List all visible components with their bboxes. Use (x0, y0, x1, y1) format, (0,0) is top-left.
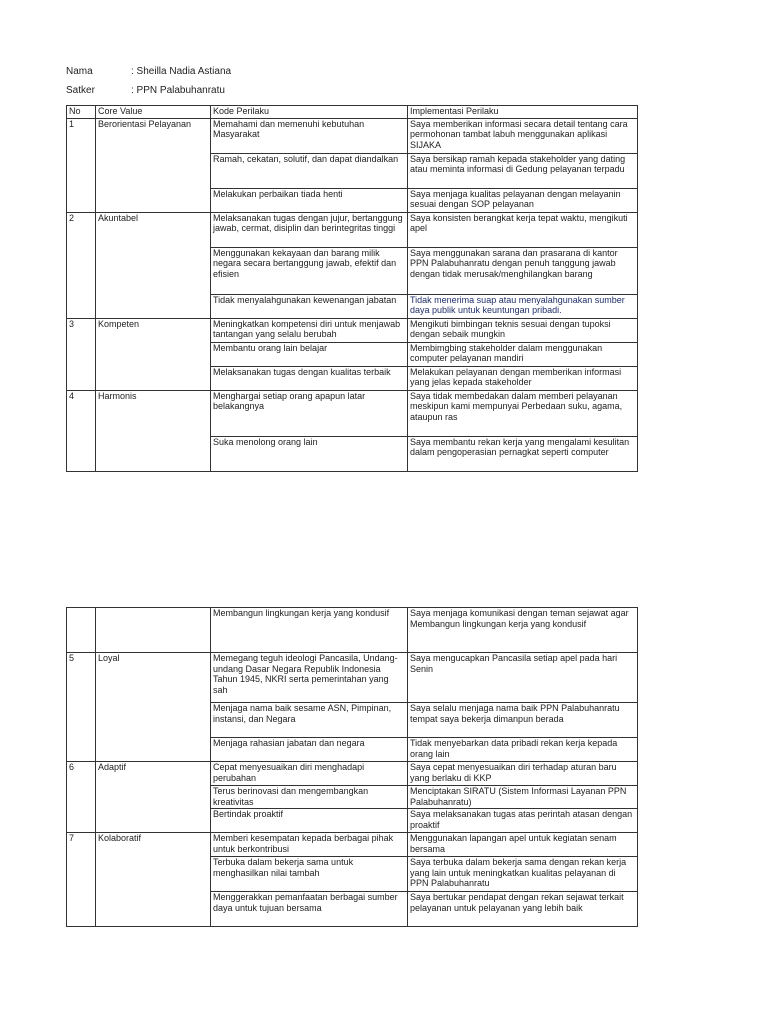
row-no: 2 (67, 212, 96, 318)
implementasi-cell: Menggunakan lapangan apel untuk kegiatan senam bersama (408, 833, 638, 857)
name-value: : Sheilla Nadia Astiana (131, 66, 232, 77)
kode-perilaku-cell: Membangun lingkungan kerja yang kondusif (211, 608, 408, 653)
implementasi-cell: Saya mengucapkan Pancasila setiap apel pada hari Senin (408, 653, 638, 703)
name-label: Nama (66, 66, 93, 77)
table-row (67, 318, 638, 342)
implementasi-cell: Mengikuti bimbingan teknis sesuai dengan tupoksi dengan sebaik mungkin (408, 318, 638, 342)
implementasi-cell: Tidak menerima suap atau menyalahgunakan sumber daya publik untuk keuntungan pribadi. (408, 294, 638, 318)
col-header-core-value: Core Value (96, 106, 211, 119)
implementasi-cell: Saya cepat menyesuaikan diri terhadap aturan baru yang berlaku di KKP (408, 762, 638, 786)
kode-perilaku-cell: Membantu orang lain belajar (211, 342, 408, 366)
kode-perilaku-cell: Melaksanakan tugas dengan jujur, bertanggung jawab, cermat, disiplin dan berintegritas tinggi (211, 212, 408, 247)
implementasi-cell: Saya memberikan informasi secara detail tentang cara permohonan tambat labuh menggunakan aplikasi SIJAKA (408, 118, 638, 153)
row-no: 7 (67, 833, 96, 927)
name-line (66, 66, 231, 78)
implementasi-cell: Saya menjaga komunikasi dengan teman sejawat agar Membangun lingkungan kerja yang kondusif (408, 608, 638, 653)
kode-perilaku-cell: Menjaga nama baik sesame ASN, Pimpinan, instansi, dan Negara (211, 703, 408, 738)
kode-perilaku-cell: Cepat menyesuaikan diri menghadapi perubahan (211, 762, 408, 786)
satker-line (66, 85, 225, 97)
implementasi-cell: Saya membantu rekan kerja yang mengalami kesulitan dalam pengoperasian pernagkat seperti computer (408, 436, 638, 471)
row-core-value: Kompeten (96, 318, 211, 390)
implementasi-cell: Saya menjaga kualitas pelayanan dengan melayanin sesuai dengan SOP pelayanan (408, 188, 638, 212)
kode-perilaku-cell: Menghargai setiap orang apapun latar belakangnya (211, 390, 408, 436)
row-no: 3 (67, 318, 96, 390)
implementasi-cell: Saya bertukar pendapat dengan rekan sejawat terkait pelayanan untuk pelayanan yang lebih baik (408, 892, 638, 927)
implementasi-cell: Saya menggunakan sarana dan prasarana di kantor PPN Palabuhanratu dengan penuh tanggung jawab dengan tidak merusak/menghilangkan barang (408, 247, 638, 294)
col-header-kode-perilaku: Kode Perilaku (211, 106, 408, 119)
kode-perilaku-cell: Meningkatkan kompetensi diri untuk menjawab tantangan yang selalu berubah (211, 318, 408, 342)
kode-perilaku-cell: Melaksanakan tugas dengan kualitas terbaik (211, 366, 408, 390)
table-row (67, 212, 638, 247)
table-row (67, 608, 638, 653)
kode-perilaku-cell: Memberi kesempatan kepada berbagai pihak untuk berkontribusi (211, 833, 408, 857)
implementasi-cell: Tidak menyebarkan data pribadi rekan kerja kepada orang lain (408, 738, 638, 762)
table-row (67, 653, 638, 703)
kode-perilaku-cell: Terbuka dalam bekerja sama untuk menghasilkan nilai tambah (211, 857, 408, 892)
kode-perilaku-cell: Memegang teguh ideologi Pancasila, Undang-undang Dasar Negara Republik Indonesia Tahun 1945, NKRI serta pemerintahan yang sah (211, 653, 408, 703)
row-no: 6 (67, 762, 96, 833)
kode-perilaku-cell: Tidak menyalahgunakan kewenangan jabatan (211, 294, 408, 318)
row-core-value: Kolaboratif (96, 833, 211, 927)
table-row (67, 390, 638, 436)
core-value-table-1 (66, 105, 638, 472)
row-core-value: Berorientasi Pelayanan (96, 118, 211, 212)
implementasi-cell: Saya terbuka dalam bekerja sama dengan rekan kerja yang lain untuk meningkatkan kualitas pelayanan di PPN Palabuhanratu (408, 857, 638, 892)
implementasi-cell: Membimgbing stakeholder dalam menggunakan computer pelayanan mandiri (408, 342, 638, 366)
implementasi-cell: Menciptakan SIRATU (Sistem Informasi Layanan PPN Palabuhanratu) (408, 786, 638, 809)
table-row (67, 118, 638, 153)
core-value-table-2 (66, 607, 638, 927)
implementasi-cell: Saya tidak membedakan dalam memberi pelayanan meskipun kami mempunyai Perbedaan suku, agama, ataupun ras (408, 390, 638, 436)
row-no: 5 (67, 653, 96, 762)
table-row (67, 762, 638, 786)
implementasi-cell: Melakukan pelayanan dengan memberikan informasi yang jelas kepada stakeholder (408, 366, 638, 390)
row-no: 4 (67, 390, 96, 471)
row-core-value: Adaptif (96, 762, 211, 833)
kode-perilaku-cell: Bertindak proaktif (211, 809, 408, 833)
row-no: 1 (67, 118, 96, 212)
kode-perilaku-cell: Suka menolong orang lain (211, 436, 408, 471)
implementasi-cell: Saya selalu menjaga nama baik PPN Palabuhanratu tempat saya bekerja dimanpun berada (408, 703, 638, 738)
kode-perilaku-cell: Menggunakan kekayaan dan barang milik negara secara bertanggung jawab, efektif dan efisien (211, 247, 408, 294)
satker-value: : PPN Palabuhanratu (131, 85, 225, 96)
satker-label: Satker (66, 85, 95, 96)
kode-perilaku-cell: Menjaga rahasian jabatan dan negara (211, 738, 408, 762)
kode-perilaku-cell: Melakukan perbaikan tiada henti (211, 188, 408, 212)
implementasi-cell: Saya bersikap ramah kepada stakeholder yang dating atau meminta informasi di Gedung pelayanan terpadu (408, 153, 638, 188)
implementasi-cell: Saya melaksanakan tugas atas perintah atasan dengan proaktif (408, 809, 638, 833)
col-header-no: No (67, 106, 96, 119)
row-core-value (96, 608, 211, 653)
kode-perilaku-cell: Memahami dan memenuhi kebutuhan Masyarakat (211, 118, 408, 153)
row-core-value: Harmonis (96, 390, 211, 471)
kode-perilaku-cell: Ramah, cekatan, solutif, dan dapat diandalkan (211, 153, 408, 188)
table-header-row (67, 106, 638, 119)
row-no (67, 608, 96, 653)
kode-perilaku-cell: Terus berinovasi dan mengembangkan kreativitas (211, 786, 408, 809)
col-header-implementasi: Implementasi Perilaku (408, 106, 638, 119)
row-core-value: Akuntabel (96, 212, 211, 318)
implementasi-cell: Saya konsisten berangkat kerja tepat waktu, mengikuti apel (408, 212, 638, 247)
row-core-value: Loyal (96, 653, 211, 762)
kode-perilaku-cell: Menggerakkan pemanfaatan berbagai sumber daya untuk tujuan bersama (211, 892, 408, 927)
table-row (67, 833, 638, 857)
